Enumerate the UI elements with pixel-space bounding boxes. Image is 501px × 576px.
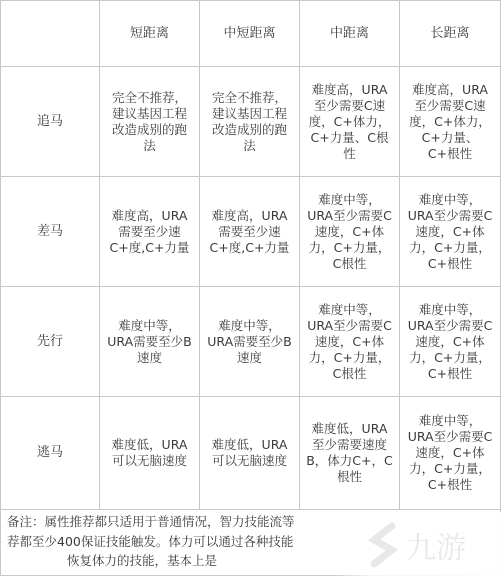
row-header: 先行 — [0, 287, 100, 397]
table-cell: 难度低，URA 至少需要速度 B，体力C+，C 根性 — [300, 397, 400, 510]
table-cell: 难度中等， URA需要至少B 速度 — [200, 287, 300, 397]
table-cell: 难度中等， URA至少需要C 速度，C+体 力，C+力量， C+根性 — [400, 177, 501, 287]
table-cell: 难度中等， URA至少需要C 速度，C+体 力，C+力量， C根性 — [300, 177, 400, 287]
column-header: 长距离 — [400, 0, 501, 67]
column-header: 中距离 — [300, 0, 400, 67]
table-cell: 难度中等， URA至少需要C 速度，C+体 力，C+力量， C根性 — [300, 287, 400, 397]
table-cell: 完全不推荐， 建议基因工程 改造成别的跑 法 — [200, 67, 300, 177]
table-cell: 难度高，URA 需要至少速 C+度,C+力量 — [200, 177, 300, 287]
table-cell: 难度高，URA 至少需要C速 度，C+体力， C+力量、 C+根性 — [400, 67, 501, 177]
watermark-logo — [330, 512, 501, 576]
jiuyou-logo-icon — [330, 512, 501, 576]
watermark-text: 九游 — [406, 531, 466, 566]
table-cell: 完全不推荐， 建议基因工程 改造成别的跑 法 — [100, 67, 200, 177]
table-cell: 难度高，URA 至少需要C速 度，C+体力， C+力量、C根 性 — [300, 67, 400, 177]
table-cell: 难度中等， URA至少需要C 速度，C+体 力，C+力量， C+根性 — [400, 287, 501, 397]
footnote-line-2: 荐都至少400保证技能触发。体力可以通过各种技能 — [7, 534, 294, 549]
table-cell: 难度中等， URA需要至少B 速度 — [100, 287, 200, 397]
table-corner-cell — [0, 0, 100, 67]
row-header: 差马 — [0, 177, 100, 287]
table-cell: 难度低，URA 可以无脑速度 — [100, 397, 200, 510]
column-header: 中短距离 — [200, 0, 300, 67]
footnote-line-1: 备注：属性推荐都只适用于普通情况，智力技能流等 — [7, 514, 295, 529]
column-header: 短距离 — [100, 0, 200, 67]
row-header: 追马 — [0, 67, 100, 177]
table-cell: 难度中等， URA至少需要C 速度，C+体 力，C+力量， C+根性 — [400, 397, 501, 510]
table-cell: 难度高，URA 需要至少速 C+度,C+力量 — [100, 177, 200, 287]
row-header: 逃马 — [0, 397, 100, 510]
footnote-line-3: 恢复体力的技能，基本上是 — [67, 553, 218, 568]
table-cell: 难度低，URA 可以无脑速度 — [200, 397, 300, 510]
